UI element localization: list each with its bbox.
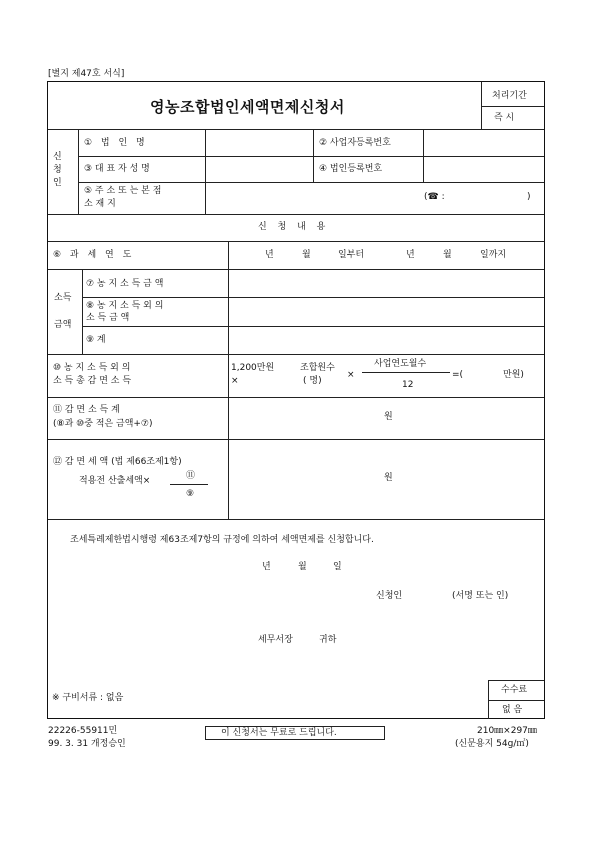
applicant-side-label-2: 청 <box>53 165 62 175</box>
footer-code: 22226-55911민 <box>48 726 118 736</box>
farm-income-label: ⑦ 농 지 소 득 금 액 <box>86 279 164 289</box>
representative-label: ③ 대 표 자 성 명 <box>84 164 150 174</box>
formula-base-amount: 1,200만원 <box>231 363 275 373</box>
applicant-side-label-3: 인 <box>53 178 62 188</box>
formula-unit: 만원) <box>503 370 524 380</box>
processing-label: 처리기간 <box>492 91 527 101</box>
form-number: [별지 제47호 서식] <box>48 69 125 79</box>
exempt-tax-field[interactable] <box>229 440 543 518</box>
address-label-1: ⑤ 주 소 또 는 본 점 <box>84 186 162 196</box>
income-side-label-2: 금액 <box>54 320 72 330</box>
formula-multiply-1: × <box>231 376 239 386</box>
applicant-side-label-1: 신 <box>53 152 62 162</box>
corp-name-label: ① 법 인 명 <box>84 138 145 148</box>
deduction-label-2: 소 득 총 감 면 소 득 <box>53 376 132 386</box>
date-month: 월 <box>298 562 307 572</box>
page-title: 영농조합법인세액면제신청서 <box>150 98 345 116</box>
income-side-label-1: 소득 <box>54 293 72 303</box>
documents-note: ※ 구비서류 : 없음 <box>52 693 124 703</box>
fee-label: 수수료 <box>501 685 528 695</box>
address-field[interactable] <box>206 183 543 213</box>
exempt-tax-fraction-numerator: ⑪ <box>186 471 196 481</box>
footer-approval: 99. 3. 31 개정승인 <box>48 739 126 749</box>
exempt-income-field[interactable] <box>229 398 543 438</box>
formula-members-count: ( 명) <box>303 376 322 386</box>
addressee-office: 세무서장 <box>258 635 293 645</box>
income-total-field[interactable] <box>229 327 543 353</box>
exempt-tax-formula: 적용전 산출세액× <box>79 476 151 486</box>
exempt-income-unit: 원 <box>384 412 393 422</box>
applicant-sign-label: 신청인 <box>376 591 403 601</box>
addressee-honorific: 귀하 <box>319 635 337 645</box>
farm-income-field[interactable] <box>229 270 543 296</box>
tax-year-text-6: 일까지 <box>480 250 507 260</box>
exempt-income-label-1: ⑪ 감 면 소 득 계 <box>53 405 120 415</box>
income-total-label: ⑨ 계 <box>86 335 106 345</box>
tax-year-text-3: 일부터 <box>338 250 365 260</box>
tax-year-text-2: 월 <box>302 250 311 260</box>
tax-year-text-1: 년 <box>265 250 274 260</box>
footer-paper: (신문용지 54g/㎡) <box>455 739 529 749</box>
formula-members-label: 조합원수 <box>300 363 335 373</box>
tax-year-text-4: 년 <box>406 250 415 260</box>
corp-name-field[interactable] <box>206 130 312 155</box>
exempt-tax-unit: 원 <box>384 473 393 483</box>
date-day: 일 <box>333 562 342 572</box>
phone-suffix: ) <box>527 192 531 202</box>
formula-multiply-2: × <box>347 370 355 380</box>
exempt-tax-fraction-denominator: ⑨ <box>186 489 195 499</box>
footer-size: 210㎜×297㎜ <box>477 726 537 736</box>
non-farm-income-label-2: 소 득 금 액 <box>86 313 130 323</box>
address-label-2: 소 재 지 <box>84 199 116 209</box>
non-farm-income-label-1: ⑧ 농 지 소 득 외 의 <box>86 301 164 311</box>
signature-field[interactable] <box>408 586 450 606</box>
deduction-label-1: ⑩ 농 지 소 득 외 의 <box>53 363 131 373</box>
representative-field[interactable] <box>206 157 312 181</box>
tax-year-text-5: 월 <box>443 250 452 260</box>
business-reg-no-label: ② 사업자등록번호 <box>319 138 391 148</box>
phone-prefix: (☎ : <box>424 192 445 202</box>
corp-reg-no-field[interactable] <box>424 157 543 181</box>
exempt-tax-label: ⑫ 감 면 세 액 (법 제66조제1항) <box>53 457 182 467</box>
formula-months-label: 사업연도월수 <box>374 359 427 369</box>
non-farm-income-field[interactable] <box>229 298 543 325</box>
date-year: 년 <box>262 562 271 572</box>
declaration-text: 조세특례제한법시행령 제63조제7항의 규정에 의하여 세액면제를 신청합니다. <box>70 535 374 545</box>
tax-year-label: ⑥ 과 세 연 도 <box>53 250 132 260</box>
formula-twelve: 12 <box>402 380 414 390</box>
exempt-income-label-2: (⑧과 ⑩중 적은 금액+⑦) <box>53 419 153 429</box>
business-reg-no-field[interactable] <box>424 130 543 155</box>
applicant-sign-note: (서명 또는 인) <box>452 591 509 601</box>
processing-value: 즉 시 <box>494 113 515 123</box>
corp-reg-no-label: ④ 법인등록번호 <box>319 164 383 174</box>
fee-value: 없 음 <box>502 705 523 715</box>
footer-free-notice: 이 신청서는 무료로 드립니다. <box>221 728 337 738</box>
section-header: 신 청 내 용 <box>258 222 326 232</box>
formula-equals: =( <box>452 370 464 380</box>
